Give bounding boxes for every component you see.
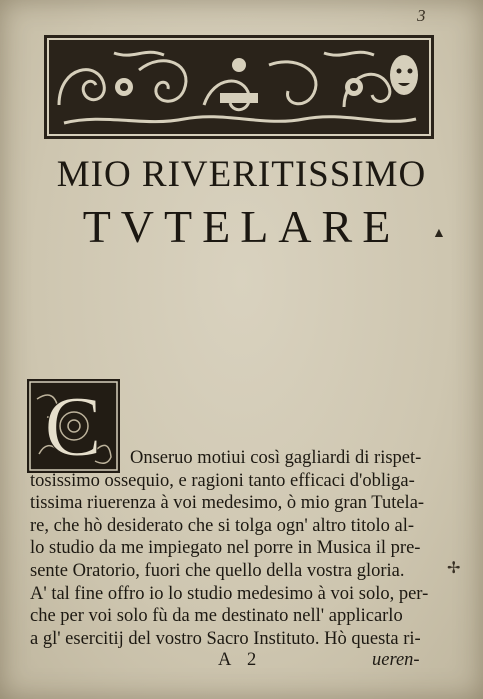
text-line: re, che hò desiderato che si tolga ogn' altro titolo al-	[30, 515, 415, 536]
heading-ornament-mark: ▲	[432, 226, 446, 241]
text-line: sente Oratorio, fuori che quello della vostra gloria.	[30, 560, 405, 581]
text-line: a gl' esercitij del vostro Sacro Instituto. Hò questa ri-	[30, 628, 421, 649]
margin-mark: ✢	[447, 560, 461, 577]
heading-line-2: TVTELARE	[82, 201, 401, 252]
text-line: A' tal fine offro io lo studio medesimo à voi solo, per-	[30, 583, 429, 604]
text-line: tosissimo ossequio, e ragioni tanto efficaci d'obliga-	[30, 470, 415, 491]
catchword: ueren-	[372, 650, 420, 670]
text-line: lo studio da me impiegato nel porre in Musica il pre-	[30, 538, 421, 559]
text-line: tissima riuerenza à voi medesimo, ò mio gran Tutela-	[30, 493, 425, 514]
heading-line-1: MIO RIVERITISSIMO	[56, 154, 427, 195]
page-footer	[0, 650, 483, 674]
page-number: 3	[417, 6, 426, 25]
initial-letter: C	[44, 379, 102, 473]
body-text	[30, 447, 455, 650]
text-line: Onseruo motiui così gagliardi di rispet-	[130, 448, 422, 468]
text-line: che per voi solo fù da me destinato nell' applicarlo	[30, 606, 403, 627]
ornamental-headpiece	[44, 35, 434, 139]
signature-mark: A 2	[218, 650, 263, 670]
